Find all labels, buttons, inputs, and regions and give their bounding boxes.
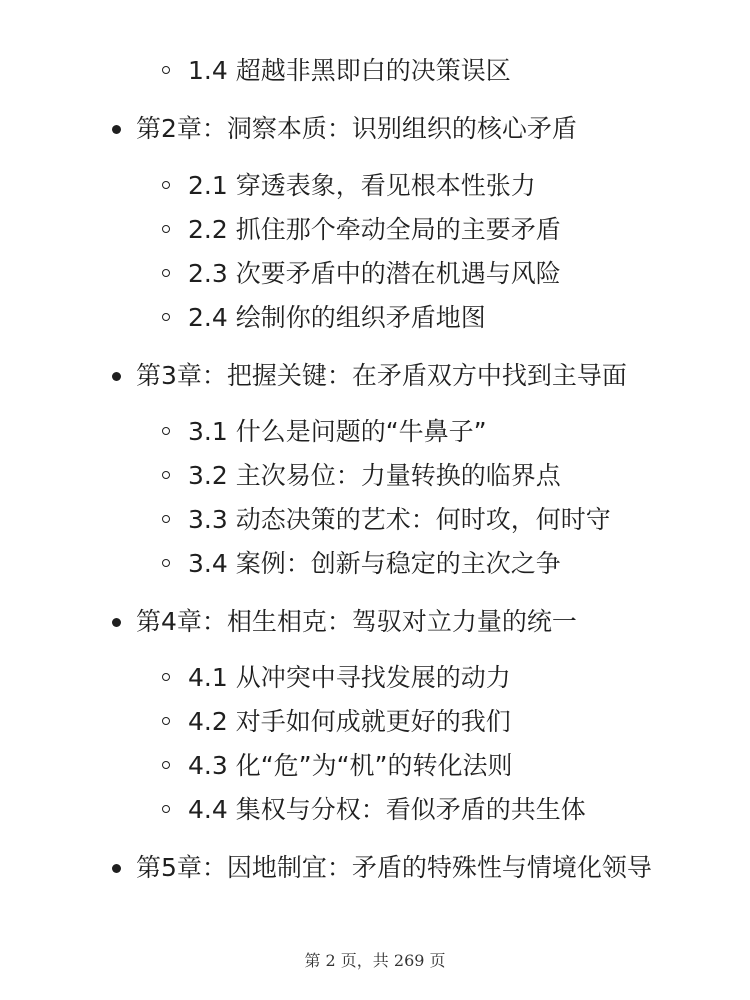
toc-chapter-4[interactable] xyxy=(112,603,696,641)
toc-section-4-3[interactable] xyxy=(162,749,708,783)
toc-section-3-3[interactable] xyxy=(162,503,708,537)
toc-chapter-label: 第3章：把握关键：在矛盾双方中找到主导面 xyxy=(136,361,627,390)
hollow-bullet-icon xyxy=(162,559,170,567)
bullet-icon xyxy=(112,372,121,381)
toc-section-label: 2.2 抓住那个牵动全局的主要矛盾 xyxy=(188,215,561,244)
toc-section-2-3[interactable] xyxy=(162,257,708,291)
toc-section-2-2[interactable] xyxy=(162,213,708,247)
toc-chapter-label: 第4章：相生相克：驾驭对立力量的统一 xyxy=(136,607,577,636)
toc-section-4-4[interactable] xyxy=(162,793,708,827)
hollow-bullet-icon xyxy=(162,673,170,681)
toc-section-label: 3.2 主次易位：力量转换的临界点 xyxy=(188,461,561,490)
bullet-icon xyxy=(112,864,121,873)
toc-chapter-label: 第2章：洞察本质：识别组织的核心矛盾 xyxy=(136,114,577,143)
toc-section-label: 4.4 集权与分权：看似矛盾的共生体 xyxy=(188,795,586,824)
page-number-footer: 第 2 页，共 269 页 xyxy=(304,951,446,970)
hollow-bullet-icon xyxy=(162,515,170,523)
hollow-bullet-icon xyxy=(162,717,170,725)
toc-section-label: 4.3 化“危”为“机”的转化法则 xyxy=(188,751,513,780)
toc-section-label: 2.3 次要矛盾中的潜在机遇与风险 xyxy=(188,259,561,288)
toc-section-label: 3.3 动态决策的艺术：何时攻，何时守 xyxy=(188,505,611,534)
toc-section-2-1[interactable] xyxy=(162,169,708,203)
toc-section-label: 3.1 什么是问题的“牛鼻子” xyxy=(188,417,487,446)
toc-section-2-4[interactable] xyxy=(162,301,708,335)
hollow-bullet-icon xyxy=(162,225,170,233)
hollow-bullet-icon xyxy=(162,313,170,321)
toc-section-label: 2.1 穿透表象，看见根本性张力 xyxy=(188,171,536,200)
hollow-bullet-icon xyxy=(162,805,170,813)
toc-chapter-label: 第5章：因地制宜：矛盾的特殊性与情境化领导 xyxy=(136,853,652,882)
hollow-bullet-icon xyxy=(162,427,170,435)
hollow-bullet-icon xyxy=(162,66,170,74)
hollow-bullet-icon xyxy=(162,761,170,769)
toc-section-3-1[interactable] xyxy=(162,415,708,449)
toc-chapter-3[interactable] xyxy=(112,357,696,395)
hollow-bullet-icon xyxy=(162,471,170,479)
toc-section-3-4[interactable] xyxy=(162,547,708,581)
toc-section-4-1[interactable] xyxy=(162,661,708,695)
toc-section-4-2[interactable] xyxy=(162,705,708,739)
bullet-icon xyxy=(112,125,121,134)
hollow-bullet-icon xyxy=(162,181,170,189)
bullet-icon xyxy=(112,618,121,627)
toc-section-1-4[interactable] xyxy=(162,54,708,88)
toc-chapter-2[interactable] xyxy=(112,110,696,148)
toc-section-label: 4.1 从冲突中寻找发展的动力 xyxy=(188,663,511,692)
toc-section-label: 4.2 对手如何成就更好的我们 xyxy=(188,707,511,736)
toc-section-label: 3.4 案例：创新与稳定的主次之争 xyxy=(188,549,561,578)
toc-section-label: 2.4 绘制你的组织矛盾地图 xyxy=(188,303,486,332)
toc-section-3-2[interactable] xyxy=(162,459,708,493)
hollow-bullet-icon xyxy=(162,269,170,277)
toc-chapter-5[interactable] xyxy=(112,849,676,887)
toc-section-label: 1.4 超越非黑即白的决策误区 xyxy=(188,56,511,85)
